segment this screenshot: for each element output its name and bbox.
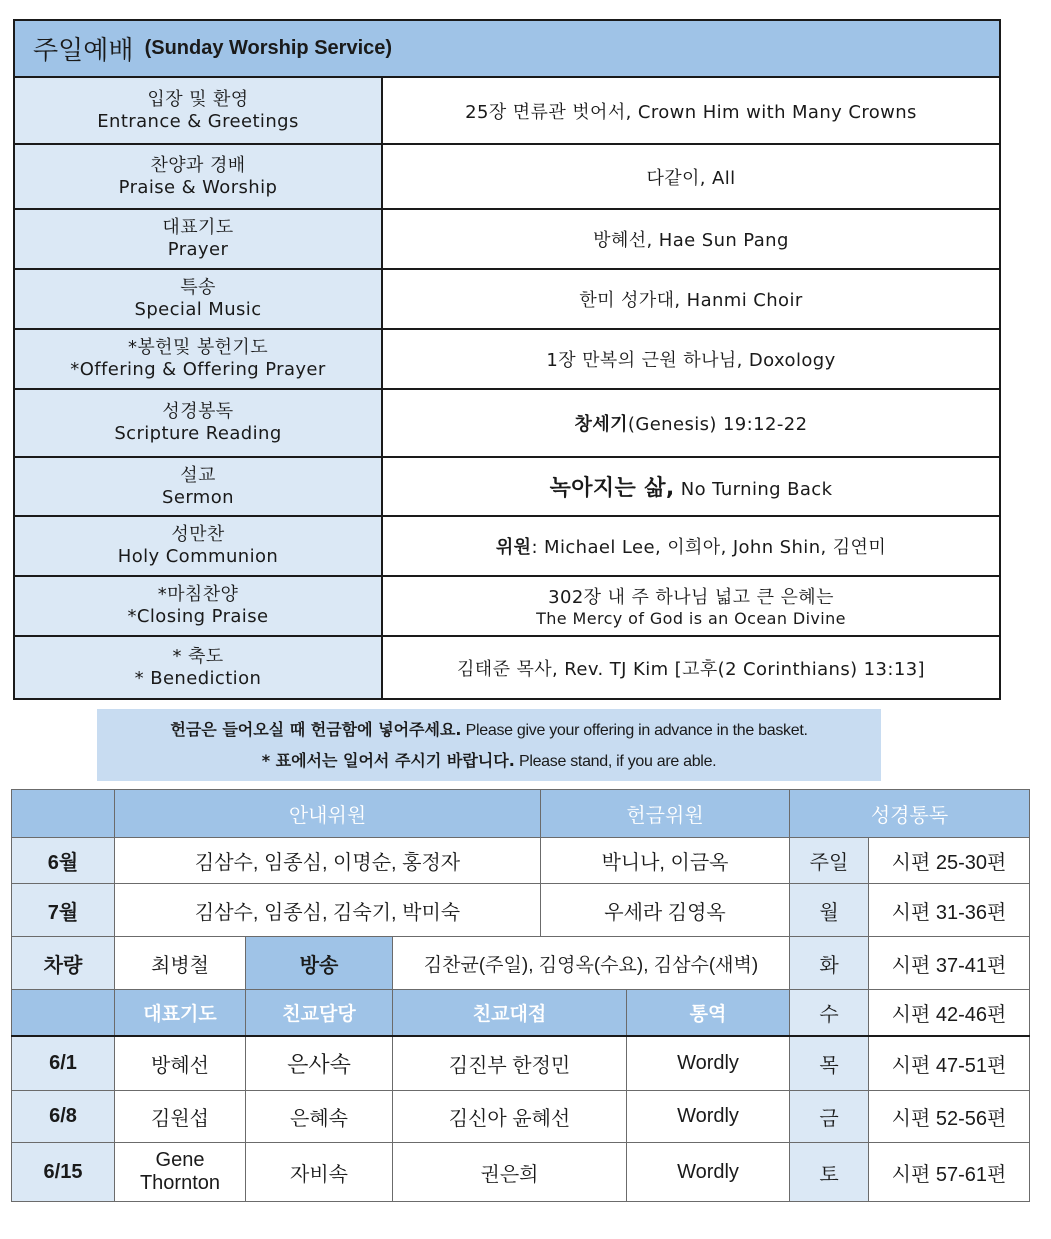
fellowship-lead-cell: 은사속: [246, 1036, 393, 1091]
offering-notice: [97, 709, 881, 781]
vehicle-cell: 최병철: [115, 937, 246, 990]
service-label: [14, 457, 382, 516]
scripture-book: 창세기: [574, 414, 628, 435]
service-label: [14, 77, 382, 144]
sub-corner-cell: [12, 990, 115, 1036]
service-value: 다같이, All: [382, 144, 1000, 209]
month-label: 6월: [12, 838, 115, 884]
roster-header-row: [12, 790, 1030, 838]
label-en: Holy Communion: [117, 546, 279, 567]
service-label: [14, 516, 382, 576]
label-en: * Benediction: [134, 667, 262, 689]
label-ko: * 축도: [172, 645, 224, 667]
notice-line-2-en: Please stand, if you are able.: [514, 753, 717, 770]
roster-subheader-row: [12, 990, 1030, 1036]
service-value: 1장 만복의 근원 하나님, Doxology: [382, 329, 1000, 389]
prayer-cell: [115, 1143, 246, 1202]
closing-hymn-ko: 302장 내 주 하나님 넓고 큰 은혜는: [548, 587, 834, 608]
ushers-cell: 김삼수, 임종심, 이명순, 홍정자: [115, 838, 541, 884]
label-ko: *마침찬양: [157, 584, 239, 605]
reading-day: 수: [790, 990, 869, 1036]
communion-label: 위원: [495, 537, 532, 558]
service-value: [382, 457, 1000, 516]
label-en: Special Music: [134, 299, 262, 320]
label-ko: 특송: [180, 277, 216, 298]
label-en: Scripture Reading: [114, 423, 282, 444]
translation-cell: Wordly: [627, 1143, 790, 1202]
reading-day: 토: [790, 1143, 869, 1202]
service-value: [382, 576, 1000, 636]
sermon-title-ko: 녹아지는 삶,: [549, 476, 675, 501]
service-label: [14, 576, 382, 636]
broadcast-label: 방송: [246, 937, 393, 990]
volunteer-roster-table: [11, 789, 1030, 1202]
service-label: [14, 269, 382, 329]
reading-passage: 시편 42-46편: [869, 990, 1030, 1036]
reading-passage: 시편 25-30편: [869, 838, 1030, 884]
notice-line-1-ko: 헌금은 들어오실 때 헌금함에 넣어주세요.: [170, 720, 462, 739]
label-en: Sermon: [162, 486, 234, 508]
service-value: 방혜선, Hae Sun Pang: [382, 209, 1000, 269]
month-label: 7월: [12, 884, 115, 937]
corner-cell: [12, 790, 115, 838]
translation-cell: Wordly: [627, 1036, 790, 1091]
fellowship-lead-cell: 은혜속: [246, 1091, 393, 1143]
reading-day: 목: [790, 1036, 869, 1091]
service-label: [14, 636, 382, 699]
label-en: Entrance & Greetings: [97, 110, 299, 132]
service-value: [382, 516, 1000, 576]
label-en: Praise & Worship: [118, 176, 278, 198]
service-row: [14, 389, 1000, 457]
date-label: 6/8: [12, 1091, 115, 1143]
service-row: [14, 269, 1000, 329]
service-label: [14, 144, 382, 209]
offering-cell: 우세라 김영옥: [541, 884, 790, 937]
label-ko: 찬양과 경배: [150, 154, 246, 176]
fellowship-header: 친교대접: [393, 990, 627, 1036]
notice-line-1: [97, 709, 881, 746]
date-label: 6/1: [12, 1036, 115, 1091]
reading-passage: 시편 47-51편: [869, 1036, 1030, 1091]
bible-reading-header: 성경통독: [790, 790, 1030, 838]
prayer-name-line-2: Thornton: [139, 1172, 221, 1194]
ushers-header: 안내위원: [115, 790, 541, 838]
notice-line-1-en: Please give your offering in advance in the basket.: [461, 722, 808, 739]
fellowship-cell: 김신아 윤혜선: [393, 1091, 627, 1143]
prayer-cell: 방혜선: [115, 1036, 246, 1091]
fellowship-lead-cell: 자비속: [246, 1143, 393, 1202]
translation-header: 통역: [627, 990, 790, 1036]
roster-row: [12, 937, 1030, 990]
label-ko: 설교: [180, 464, 216, 486]
sermon-title-en: No Turning Back: [674, 479, 833, 500]
service-row: [14, 329, 1000, 389]
vehicle-label: 차량: [12, 937, 115, 990]
service-order-table: [13, 19, 1001, 700]
communion-members: : Michael Lee, 이희아, John Shin, 김연미: [531, 537, 887, 558]
label-ko: *봉헌및 봉헌기도: [127, 337, 269, 358]
label-ko: 성경봉독: [162, 401, 234, 422]
reading-day: 화: [790, 937, 869, 990]
notice-line-2-ko: * 표에서는 일어서 주시기 바랍니다.: [261, 751, 515, 770]
reading-passage: 시편 52-56편: [869, 1091, 1030, 1143]
label-ko: 입장 및 환영: [147, 88, 249, 110]
service-label: [14, 209, 382, 269]
service-label: [14, 329, 382, 389]
notice-line-2: [97, 746, 881, 777]
fellowship-cell: 권은희: [393, 1143, 627, 1202]
service-row: [14, 209, 1000, 269]
reading-day: 금: [790, 1091, 869, 1143]
service-row: [14, 77, 1000, 144]
service-label: [14, 389, 382, 457]
service-title: [14, 20, 1000, 77]
service-value: 25장 면류관 벗어서, Crown Him with Many Crowns: [382, 77, 1000, 144]
fellowship-lead-header: 친교담당: [246, 990, 393, 1036]
service-row: [14, 636, 1000, 699]
label-en: Prayer: [167, 239, 229, 260]
label-ko: 성만찬: [171, 524, 225, 545]
reading-day: 주일: [790, 838, 869, 884]
offering-cell: 박니나, 이금옥: [541, 838, 790, 884]
label-ko: 대표기도: [162, 217, 234, 238]
fellowship-cell: 김진부 한정민: [393, 1036, 627, 1091]
translation-cell: Wordly: [627, 1091, 790, 1143]
prayer-cell: 김원섭: [115, 1091, 246, 1143]
roster-row: [12, 1036, 1030, 1091]
date-label: 6/15: [12, 1143, 115, 1202]
service-row: [14, 576, 1000, 636]
roster-row: [12, 1143, 1030, 1202]
prayer-header: 대표기도: [115, 990, 246, 1036]
reading-passage: 시편 57-61편: [869, 1143, 1030, 1202]
label-en: *Offering & Offering Prayer: [70, 359, 326, 380]
service-row: [14, 457, 1000, 516]
ushers-cell: 김삼수, 임종심, 김숙기, 박미숙: [115, 884, 541, 937]
offering-header: 헌금위원: [541, 790, 790, 838]
roster-row: [12, 1091, 1030, 1143]
closing-hymn-en: The Mercy of God is an Ocean Divine: [536, 609, 846, 628]
service-value: [382, 389, 1000, 457]
scripture-ref: (Genesis) 19:12-22: [627, 414, 808, 435]
roster-row: [12, 838, 1030, 884]
service-value: 김태준 목사, Rev. TJ Kim [고후(2 Corinthians) 13:13]: [382, 636, 1000, 699]
service-row: [14, 144, 1000, 209]
broadcast-cell: 김찬균(주일), 김영옥(수요), 김삼수(새벽): [393, 937, 790, 990]
label-en: *Closing Praise: [127, 606, 269, 627]
service-value: 한미 성가대, Hanmi Choir: [382, 269, 1000, 329]
reading-passage: 시편 37-41편: [869, 937, 1030, 990]
service-title-ko: 주일예배: [33, 36, 134, 66]
prayer-name-line-1: Gene: [155, 1149, 205, 1171]
reading-day: 월: [790, 884, 869, 937]
reading-passage: 시편 31-36편: [869, 884, 1030, 937]
roster-row: [12, 884, 1030, 937]
service-row: [14, 516, 1000, 576]
service-title-en: (Sunday Worship Service): [144, 37, 393, 59]
